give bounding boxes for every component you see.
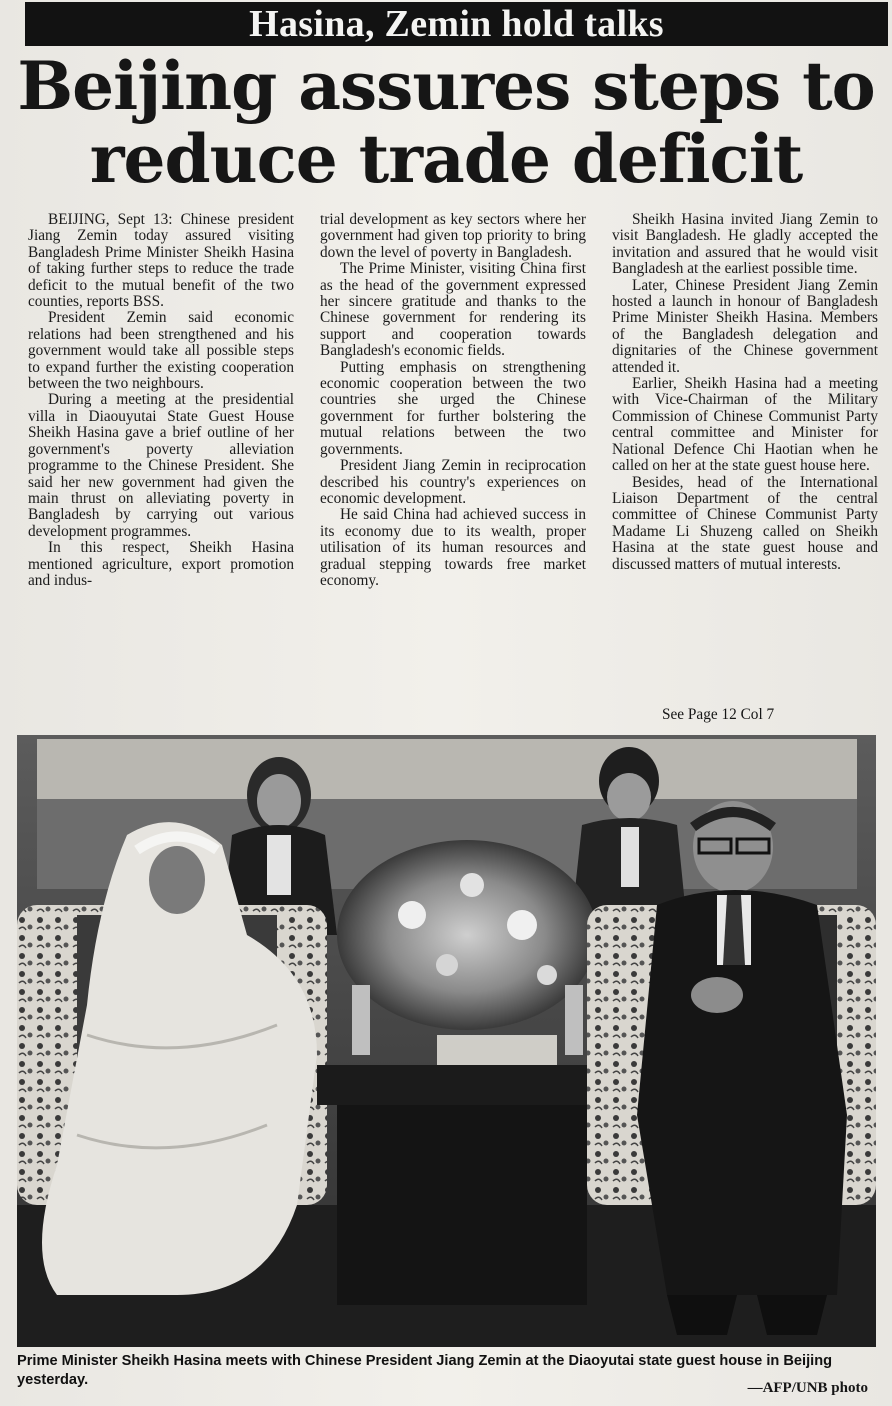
photo-illustration xyxy=(17,735,876,1347)
headline xyxy=(10,47,882,198)
headline-line-2: reduce trade deficit xyxy=(89,120,803,198)
paragraph: BEIJING, Sept 13: Chinese president Jiang Zemin today assured visiting Bangladesh Prime Minister Sheikh Hasina of taking further steps to reduce the trade deficit to the mutual benefit of the two counties, reports BSS. xyxy=(28,212,294,311)
paragraph: Putting emphasis on strengthening economic cooperation between the two countries she urged the Chinese government for further bolstering the mutual relations between the two governments. xyxy=(320,358,586,458)
article-body xyxy=(28,212,878,724)
paragraph: He said China had achieved success in its economy due to its wealth, proper utilisation of its human resources and gradual stepping towards free market economy. xyxy=(320,506,586,589)
photo-caption: Prime Minister Sheikh Hasina meets with Chinese President Jiang Zemin at the Diaoyutai state guest house in Beijing yesterday. xyxy=(17,1353,833,1388)
paragraph: Besides, head of the International Liaison Department of the central committee of Chinese Communist Party Madame Li Shuzeng called on Sheikh Hasina at the state guest house and discussed matters of mutual interests. xyxy=(612,473,878,573)
paragraph: In this respect, Sheikh Hasina mentioned agriculture, export promotion and indus- xyxy=(28,539,294,589)
paragraph: President Zemin said economic relations had been strengthened and his government would take all possible steps to expand further the existing cooperation between the two neighbours. xyxy=(28,309,294,393)
paragraph: Sheikh Hasina invited Jiang Zemin to visit Bangladesh. He gladly accepted the invitation and assured that he would visit Bangladesh at the earliest possible time. xyxy=(612,212,878,278)
kicker-banner: Hasina, Zemin hold talks xyxy=(25,2,888,46)
continuation-note: See Page 12 Col 7 xyxy=(662,706,775,723)
article-column-3 xyxy=(612,212,878,724)
paragraph: trial development as key sectors where her government had given top priority to bring down the level of poverty in Bangladesh. xyxy=(320,212,586,261)
news-photo xyxy=(17,735,876,1347)
paragraph: The Prime Minister, visiting China first as the head of the government expressed her sincere gratitude and thanks to the Chinese government for rendering its support and cooperation towards Bangladesh's economic fields. xyxy=(320,260,586,360)
paragraph: President Jiang Zemin in reciprocation described his country's experiences on economic development. xyxy=(320,457,586,507)
headline-line-1: Beijing assures steps to xyxy=(17,47,875,125)
photo-credit: —AFP/UNB photo xyxy=(747,1380,868,1396)
paragraph: Later, Chinese President Jiang Zemin hosted a launch in honour of Bangladesh Prime Minister Sheikh Hasina. Members of the Bangladesh delegation and dignitaries of the Chinese government attended it. xyxy=(612,276,878,376)
article-column-2 xyxy=(320,212,586,724)
paragraph: Earlier, Sheikh Hasina had a meeting with Vice-Chairman of the Military Commission of Chinese Communist Party central committee and Minister for National Defence Chi Haotian when he called on her at the state guest house here. xyxy=(612,375,878,475)
article-column-1 xyxy=(28,212,294,724)
paragraph: During a meeting at the presidential villa in Diaouyutai State Guest House Sheikh Hasina gave a brief outline of her government's poverty alleviation programme to the Chinese President. She said her new government had given the main thrust on alleviating poverty in Bangladesh by carrying out various development programmes. xyxy=(28,391,294,540)
